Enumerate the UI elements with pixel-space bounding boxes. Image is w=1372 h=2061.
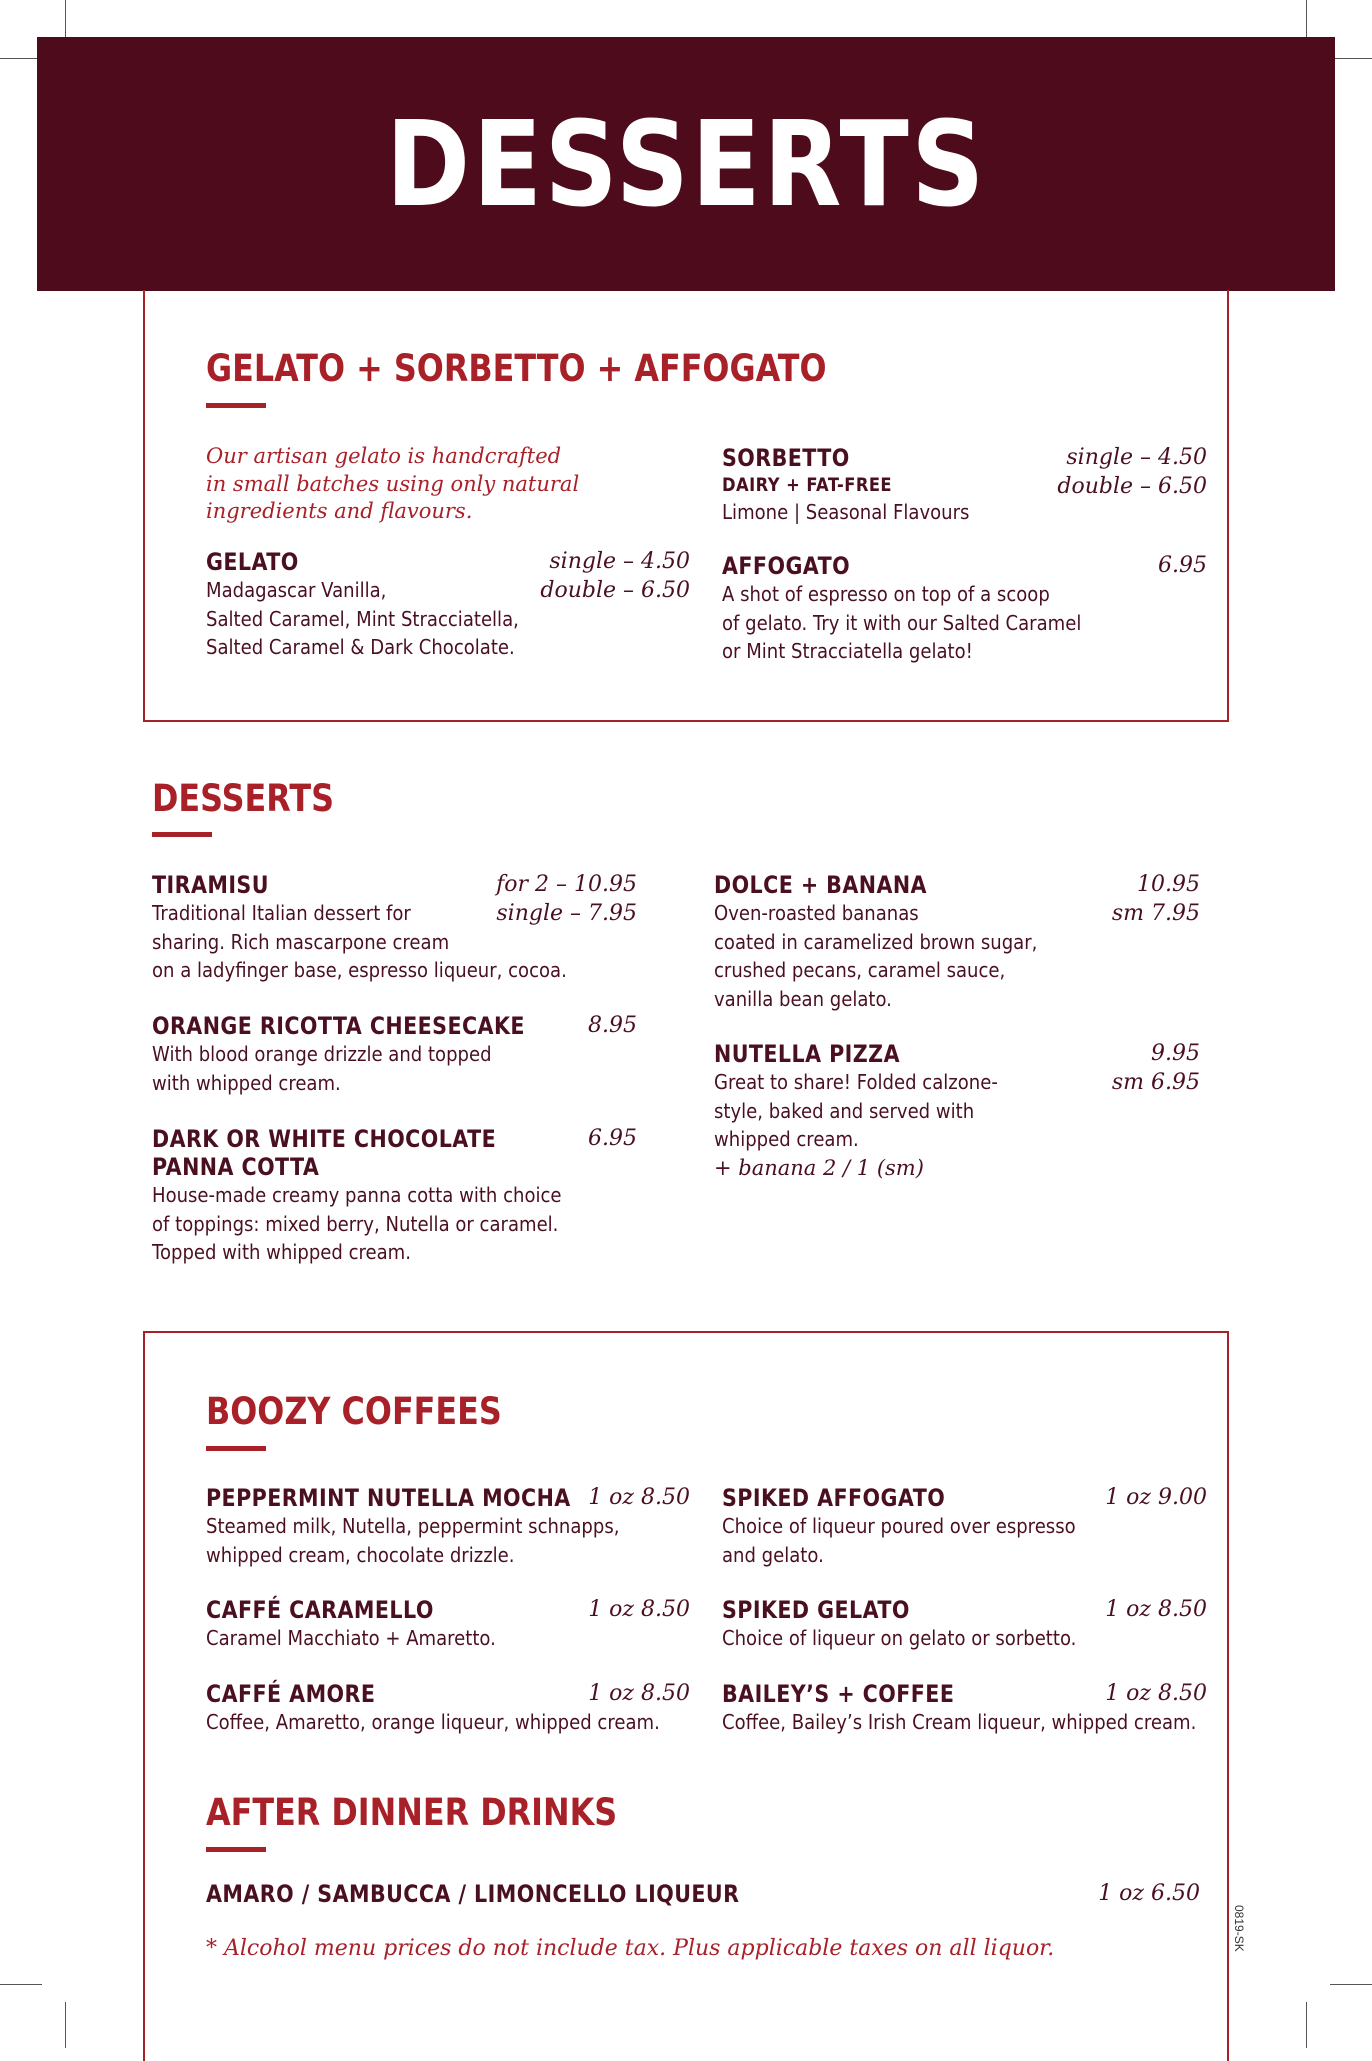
section-rule bbox=[152, 832, 212, 837]
item-name: CAFFÉ CARAMELLO bbox=[206, 1596, 434, 1624]
item-name: NUTELLA PIZZA bbox=[714, 1040, 900, 1068]
menu-item-spiked-gelato bbox=[722, 1596, 1125, 1653]
item-price: 6.95 bbox=[588, 1126, 637, 1151]
item-price: for 2 – 10.95 single – 7.95 bbox=[496, 872, 637, 926]
item-name: SPIKED AFFOGATO bbox=[722, 1484, 946, 1512]
menu-item-liqueur bbox=[206, 1880, 826, 1908]
item-description: With blood orange drizzle and topped with whipped cream. bbox=[152, 1042, 492, 1095]
item-name: DOLCE + BANANA bbox=[714, 871, 927, 899]
item-subtitle: DAIRY + FAT-FREE bbox=[722, 474, 893, 496]
menu-item-nutella-pizza bbox=[714, 1040, 1037, 1182]
item-description: Steamed milk, Nutella, peppermint schnapps, whipped cream, chocolate drizzle. bbox=[206, 1514, 620, 1567]
item-description: A shot of espresso on top of a scoop of gelato. Try it with our Salted Caramel or Mint Stracciatella gelato! bbox=[722, 582, 1082, 663]
item-price: 9.95 sm 6.95 bbox=[1111, 1041, 1200, 1095]
item-price: 1 oz 9.00 bbox=[1105, 1485, 1207, 1510]
section-title-after-dinner-drinks: AFTER DINNER DRINKS bbox=[206, 1791, 618, 1834]
item-price: 1 oz 8.50 bbox=[588, 1597, 690, 1622]
crop-mark bbox=[1330, 1984, 1372, 1985]
tax-footnote: * Alcohol menu prices do not include tax. Plus applicable taxes on all liquor. bbox=[206, 1936, 1055, 1961]
item-price: 1 oz 8.50 bbox=[1105, 1597, 1207, 1622]
header-band bbox=[37, 37, 1335, 291]
item-price: single – 4.50 double – 6.50 bbox=[1057, 445, 1207, 499]
item-name: DARK OR WHITE CHOCOLATE bbox=[152, 1125, 497, 1153]
item-description: Choice of liqueur on gelato or sorbetto. bbox=[722, 1626, 1077, 1650]
item-name: GELATO bbox=[206, 548, 299, 576]
item-price: 1 oz 8.50 bbox=[588, 1485, 690, 1510]
item-name: SPIKED GELATO bbox=[722, 1596, 910, 1624]
item-name: BAILEY’S + COFFEE bbox=[722, 1680, 955, 1708]
item-name: AFFOGATO bbox=[722, 552, 851, 580]
item-description: Great to share! Folded calzone- style, baked and served with whipped cream. bbox=[714, 1070, 998, 1151]
item-name: SORBETTO bbox=[722, 444, 850, 472]
page-title: DESSERTS bbox=[385, 95, 987, 233]
print-code: 0819-SK bbox=[1232, 1905, 1246, 1952]
item-price: 1 oz 8.50 bbox=[588, 1681, 690, 1706]
item-price: 10.95 sm 7.95 bbox=[1111, 872, 1200, 926]
section-rule bbox=[206, 403, 266, 408]
menu-item-gelato bbox=[206, 548, 562, 662]
item-name: AMARO / SAMBUCCA / LIMONCELLO LIQUEUR bbox=[206, 1880, 740, 1908]
item-price: 1 oz 8.50 bbox=[1105, 1681, 1207, 1706]
item-description: Oven-roasted bananas coated in caramelized brown sugar, crushed pecans, caramel sauce, vanilla bean gelato. bbox=[714, 901, 1038, 1011]
item-name: ORANGE RICOTTA CHEESECAKE bbox=[152, 1012, 525, 1040]
item-description: House-made creamy panna cotta with choice of toppings: mixed berry, Nutella or caramel. Topped with whipped cream. bbox=[152, 1183, 562, 1264]
menu-item-affogato bbox=[722, 552, 1130, 666]
item-name: TIRAMISU bbox=[152, 871, 269, 899]
section-title-gelato: GELATO + SORBETTO + AFFOGATO bbox=[206, 347, 827, 390]
menu-item-caffe-caramello bbox=[206, 1596, 535, 1653]
section-title-boozy-coffees: BOOZY COFFEES bbox=[206, 1390, 502, 1433]
item-price: 8.95 bbox=[588, 1013, 637, 1038]
item-name: CAFFÉ AMORE bbox=[206, 1680, 376, 1708]
item-name: PEPPERMINT NUTELLA MOCHA bbox=[206, 1484, 571, 1512]
item-name: PANNA COTTA bbox=[152, 1153, 320, 1181]
item-price: 6.95 bbox=[1158, 553, 1207, 578]
item-description: Limone | Seasonal Flavours bbox=[722, 500, 970, 524]
item-description: Madagascar Vanilla, Salted Caramel, Mint Stracciatella, Salted Caramel & Dark Chocolate. bbox=[206, 578, 519, 659]
section-rule bbox=[206, 1446, 266, 1451]
item-description: Caramel Macchiato + Amaretto. bbox=[206, 1626, 496, 1650]
item-addon: + banana 2 / 1 (sm) bbox=[714, 1155, 924, 1180]
section-title-desserts: DESSERTS bbox=[152, 777, 334, 820]
crop-mark bbox=[0, 58, 42, 59]
menu-item-dolce-banana bbox=[714, 871, 1081, 1013]
menu-item-cheesecake bbox=[152, 1012, 586, 1097]
item-description: Coffee, Amaretto, orange liqueur, whipped cream. bbox=[206, 1710, 660, 1734]
menu-item-sorbetto bbox=[722, 444, 1003, 527]
section-rule bbox=[206, 1847, 266, 1852]
crop-mark bbox=[0, 1984, 42, 1985]
item-description: Coffee, Bailey’s Irish Cream liqueur, whipped cream. bbox=[722, 1710, 1197, 1734]
item-price: single – 4.50 double – 6.50 bbox=[540, 549, 690, 603]
item-price: 1 oz 6.50 bbox=[1098, 1881, 1200, 1906]
crop-mark bbox=[1306, 2002, 1307, 2048]
item-description: Choice of liqueur poured over espresso and gelato. bbox=[722, 1514, 1076, 1567]
menu-item-spiked-affogato bbox=[722, 1484, 1124, 1569]
menu-item-panna-cotta bbox=[152, 1125, 617, 1267]
crop-mark bbox=[1330, 58, 1372, 59]
item-description: Traditional Italian dessert for sharing. Rich mascarpone cream on a ladyfinger base, espresso liqueur, cocoa. bbox=[152, 901, 567, 982]
crop-mark bbox=[65, 2002, 66, 2048]
gelato-intro: Our artisan gelato is handcrafted in small batches using only natural ingredients and flavours. bbox=[206, 444, 580, 523]
